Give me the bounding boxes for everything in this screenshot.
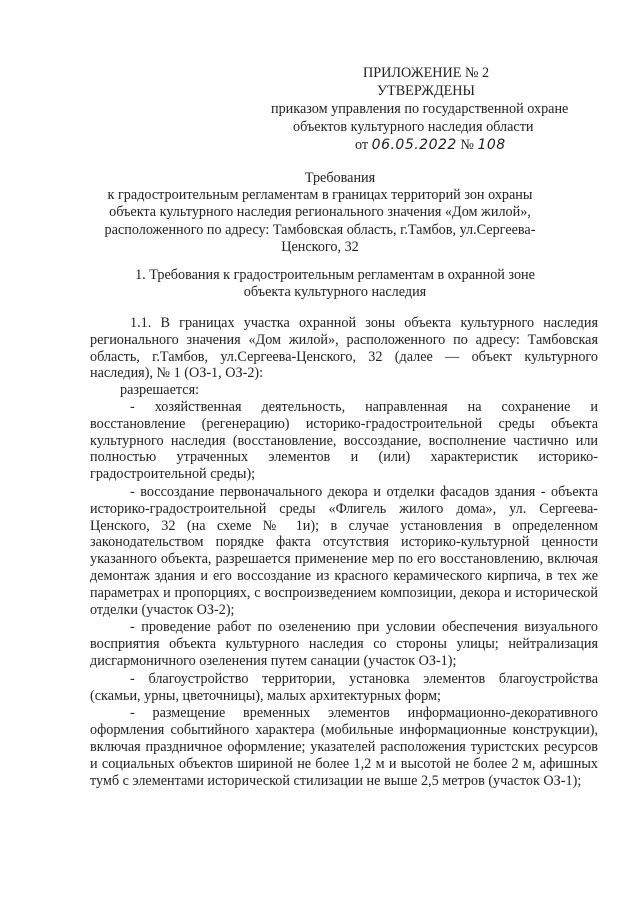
section-1-line-2: объекта культурного наследия [243,284,427,300]
permitted-item-improvement: - благоустройство территории, установка элементов благоустройства (скамьи, урны, цветочницы), малых архитектурных форм; [90,670,598,704]
handwritten-date: 06.05.2022 [371,137,457,153]
appendix-number: ПРИЛОЖЕНИЕ № 2 [363,65,490,81]
approval-header [265,64,605,154]
number-sign: № [460,137,474,153]
section-1-heading [100,267,570,301]
paragraph-1-1: 1.1. В границах участка охранной зоны объекта культурного наследия регионального значения «Дом жилой», расположенного по адресу: Тамбовская область, г.Тамбов, ул.Сергеева-Ценского, 32 (далее — объект культурного наследия), № 1 (ОЗ-1, ОЗ-2): [90,315,598,382]
title-text: к градостроительным регламентам в границах территорий зон охраны объекта культурного наследия регионального значения «Дом жилой», расположенного по адресу: Тамбовская область, г.Тамбов, ул.Сергеева-Ценского, 32 [104,187,536,255]
permitted-item-temporary: - размещение временных элементов информационно-декоративного оформления событийного характера (мобильные информационные конструкции), включая праздничное оформление; указателей расположения туристских ресурсов и социальных объектов шириной не более 1,2 м и высотой не более 2 м, афишных тумб с элементами исторической стилизации не выше 2,5 метров (участок ОЗ-1); [90,705,598,789]
order-date-line [265,136,605,154]
document-body [90,315,598,789]
document-title [90,170,550,256]
approved-label: УТВЕРЖДЕНЫ [377,83,475,99]
order-line-2: объектов культурного наследия области [293,119,534,135]
handwritten-number: 108 [477,137,506,153]
date-prefix: от [355,137,369,153]
section-1-line-1: 1. Требования к градостроительным регламентам в охранной зоне [135,267,535,283]
permitted-item-greening: - проведение работ по озеленению при условии обеспечения визуального восприятия объекта культурного наследия со стороны улицы; нейтрализация дисгармоничного озеленения путем санации (участок ОЗ-1); [90,619,598,669]
permitted-label: разрешается: [120,382,200,399]
permitted-item-economic: - хозяйственная деятельность, направленная на сохранение и восстановление (регенерацию) историко-градостроительной среды объекта культурного наследия (восстановление, воссоздание, восполнение частично или полностью утраченных элементов и (или) характеристик историко-градостроительной среды); [90,398,598,483]
title-word: Требования [304,170,376,186]
order-line-1: приказом управления по государственной охране [271,101,569,117]
permitted-item-decor: - воссоздание первоначального декора и отделки фасадов здания - объекта историко-градостроительной среды «Флигель жилого дома», ул. Сергеева-Ценского, 32 (на схеме № 1и); в случае установления в определенном законодательством порядке факта отсутствия историко-культурной ценности указанного объекта, разрешается применение мер по его восстановлению, включая демонтаж здания и его воссоздание из красного керамического кирпича, в тех же параметрах и пропорциях, с воспроизведением композиции, декора и исторической отделки (участок ОЗ-2); [90,483,598,618]
